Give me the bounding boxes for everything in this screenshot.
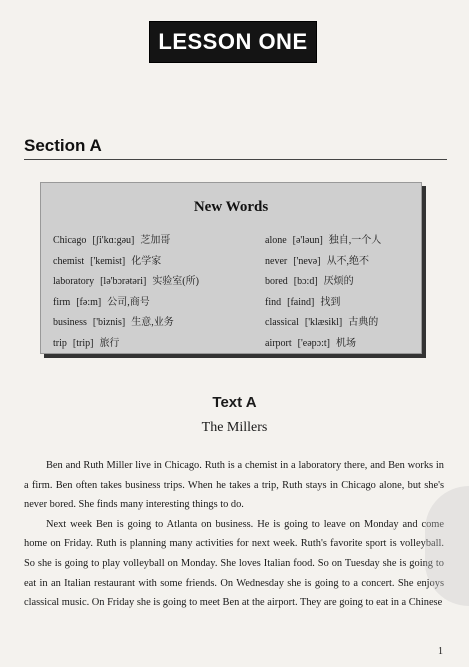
vocab-ipa: [lə'bɔrətəri]: [100, 276, 147, 287]
vocab-ipa: ['nevə]: [293, 255, 321, 267]
vocab-entry: [53, 293, 243, 314]
vocab-ipa: [trip]: [72, 337, 94, 349]
vocab-meaning: 独自,一个人: [328, 235, 382, 246]
vocab-column-right: [265, 231, 417, 354]
paragraph: Next week Ben is going to Atlanta on business. He is going to leave on Monday and come home on Friday. Ruth is planning many activities for next week. Ruth's favorite sport is volleyball. So she is going to play volleyball on Monday. She loves Italian food. So on Tuesday she is going to eat in an Italian restaurant with some friends. On Wednesday she is going to a concert. She enjoys classical music. On Friday she is going to meet Ben at the airport. They are going to eat in a Chinese: [24, 518, 444, 609]
section-divider: [24, 159, 447, 160]
vocab-ipa: ['eəpɔ:t]: [297, 337, 330, 349]
vocab-meaning: 生意,业务: [131, 317, 174, 328]
vocab-meaning: 机场: [336, 337, 356, 349]
paragraph: Ben and Ruth Miller live in Chicago. Ruth is a chemist in a laboratory there, and Ben works in a firm. Ben often takes business trips. When he takes a trip, Ruth stays in Chicago alone, but she's never bored. She finds many interesting things to do.: [24, 460, 444, 511]
vocab-ipa: [ə'ləun]: [292, 235, 323, 246]
vocab-meaning: 化学家: [131, 255, 162, 267]
vocab-ipa: [ʃi'kɑ:gəu]: [92, 235, 135, 246]
vocab-word: never: [265, 255, 288, 267]
vocab-ipa: ['kemist]: [90, 255, 126, 267]
vocab-meaning: 找到: [320, 296, 341, 308]
vocab-column-left: [53, 231, 243, 354]
vocab-meaning: 公司,商号: [107, 296, 150, 308]
vocab-entry: [53, 334, 243, 355]
lesson-title: LESSON ONE: [158, 29, 308, 54]
vocab-meaning: 芝加哥: [140, 235, 171, 246]
vocab-word: firm: [53, 296, 71, 308]
section-title: Section A: [24, 136, 102, 155]
vocab-word: alone: [265, 235, 287, 246]
vocab-ipa: [faind]: [287, 296, 315, 308]
new-words-title: New Words: [193, 199, 269, 215]
vocab-entry: [265, 334, 417, 355]
vocab-meaning: 厌烦的: [323, 276, 354, 287]
vocab-word: business: [53, 317, 87, 328]
new-words-box: [40, 182, 422, 354]
vocab-word: laboratory: [53, 276, 95, 287]
vocab-meaning: 从不,绝不: [326, 255, 370, 267]
vocab-entry: [265, 293, 417, 314]
vocab-word: Chicago: [53, 235, 87, 246]
vocab-word: find: [265, 296, 282, 308]
vocab-entry: [265, 252, 417, 273]
vocab-word: trip: [53, 337, 67, 349]
text-title: Text A: [212, 394, 257, 411]
text-subtitle: The Millers: [201, 420, 268, 435]
vocab-entry: [53, 231, 243, 252]
vocab-entry: [265, 272, 417, 293]
vocab-meaning: 实验室(所): [152, 276, 199, 287]
vocab-ipa: ['biznis]: [92, 317, 126, 328]
vocab-word: chemist: [53, 255, 85, 267]
lesson-banner: [150, 22, 316, 62]
vocab-ipa: [bɔ:d]: [293, 276, 318, 287]
vocab-ipa: [fə:m]: [76, 296, 102, 308]
vocab-word: airport: [265, 337, 292, 349]
vocab-meaning: 旅行: [99, 337, 120, 349]
vocab-ipa: ['klæsikl]: [304, 317, 343, 328]
vocab-entry: [265, 231, 417, 252]
vocab-entry: [53, 313, 243, 334]
vocab-word: classical: [265, 317, 299, 328]
vocab-entry: [53, 272, 243, 293]
vocab-entry: [53, 252, 243, 273]
page-number: 1: [438, 646, 443, 657]
vocab-meaning: 古典的: [348, 317, 379, 328]
text-body: [24, 456, 444, 613]
vocab-word: bored: [265, 276, 288, 287]
vocab-entry: [265, 313, 417, 334]
